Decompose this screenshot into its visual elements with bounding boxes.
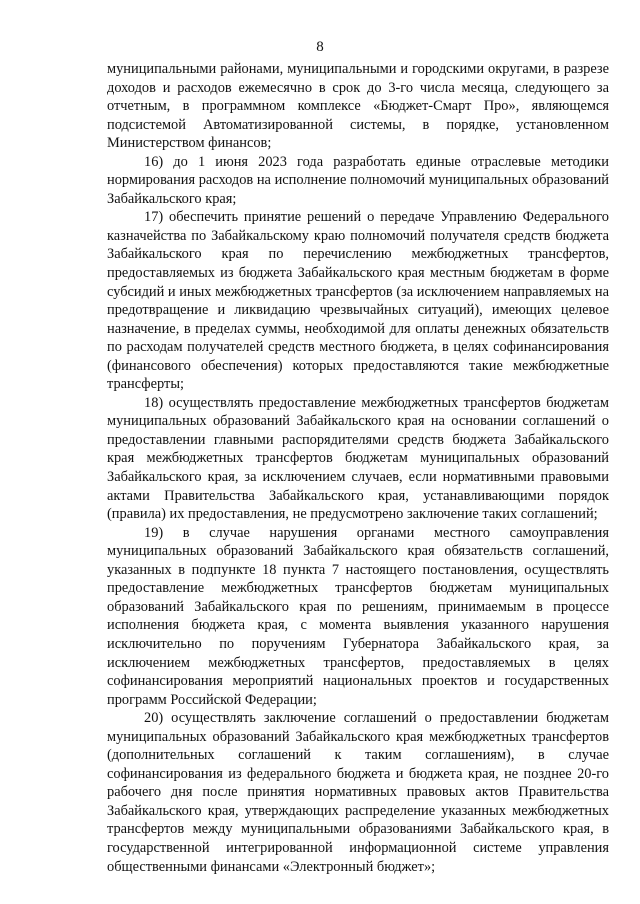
paragraph-item-18: 18) осуществлять предоставление межбюджетных трансфертов бюджетам муниципальных образований Забайкальского края на основании соглашений о предоставлении главными распорядителями средств бюджета Забайкальского края межбюджетных трансфертов бюджетам муниципальных образований Забайкальского края, за исключением случаев, если нормативными правовыми актами Правительства Забайкальского края, устанавливающими порядок (правила) их предоставления, не предусмотрено заключение таких соглашений; bbox=[107, 394, 609, 523]
document-body bbox=[107, 60, 609, 876]
paragraph-continuation: муниципальными районами, муниципальными и городскими округами, в разрезе доходов и расходов ежемесячно в срок до 3-го числа месяца, следующего за отчетным, в программном комплексе «Бюджет-Смарт Про», являющемся подсистемой Автоматизированной системы, в порядке, установленном Министерством финансов; bbox=[107, 61, 609, 152]
page-number: 8 bbox=[316, 39, 324, 55]
paragraph-item-17: 17) обеспечить принятие решений о передаче Управлению Федерального казначейства по Забайкальскому краю полномочий получателя средств бюджета Забайкальского края по перечислению межбюджетных трансфертов, предоставляемых из бюджета Забайкальского края местным бюджетам в форме субсидий и иных межбюджетных трансфертов (за исключением направляемых на предотвращение и ликвидацию чрезвычайных ситуаций), имеющих целевое назначение, в пределах суммы, необходимой для оплаты денежных обязательств по расходам получателей средств местного бюджета, в целях софинансирования (финансового обеспечения) которых предоставляются такие межбюджетные трансферты; bbox=[107, 209, 609, 393]
paragraph-item-19: 19) в случае нарушения органами местного самоуправления муниципальных образований Забайкальского края обязательств соглашений, указанных в подпункте 18 пункта 7 настоящего постановления, осуществлять предоставление межбюджетных трансфертов бюджетам муниципальных образований Забайкальского края по решениям, принимаемым в процессе исполнения бюджета края, с момента выявления указанного нарушения исключительно по поручениям Губернатора Забайкальского края, за исключением межбюджетных трансфертов, предоставляемых в целях софинансирования мероприятий национальных проектов и государственных программ Российской Федерации; bbox=[107, 524, 609, 708]
paragraph-item-16: 16) до 1 июня 2023 года разработать единые отраслевые методики нормирования расходов на исполнение полномочий муниципальных образований Забайкальского края; bbox=[107, 153, 609, 207]
paragraph-item-20: 20) осуществлять заключение соглашений о предоставлении бюджетам муниципальных образований Забайкальского края межбюджетных трансфертов (дополнительных соглашений к таким соглашениям), в случае софинансирования из федерального бюджета и бюджета края, не позднее 20-го рабочего дня после принятия нормативных правовых актов Правительства Забайкальского края, утверждающих распределение указанных межбюджетных трансфертов между муниципальными образованиями Забайкальского края, в государственной интегрированной информационной системе управления общественными финансами «Электронный бюджет»; bbox=[107, 710, 609, 875]
